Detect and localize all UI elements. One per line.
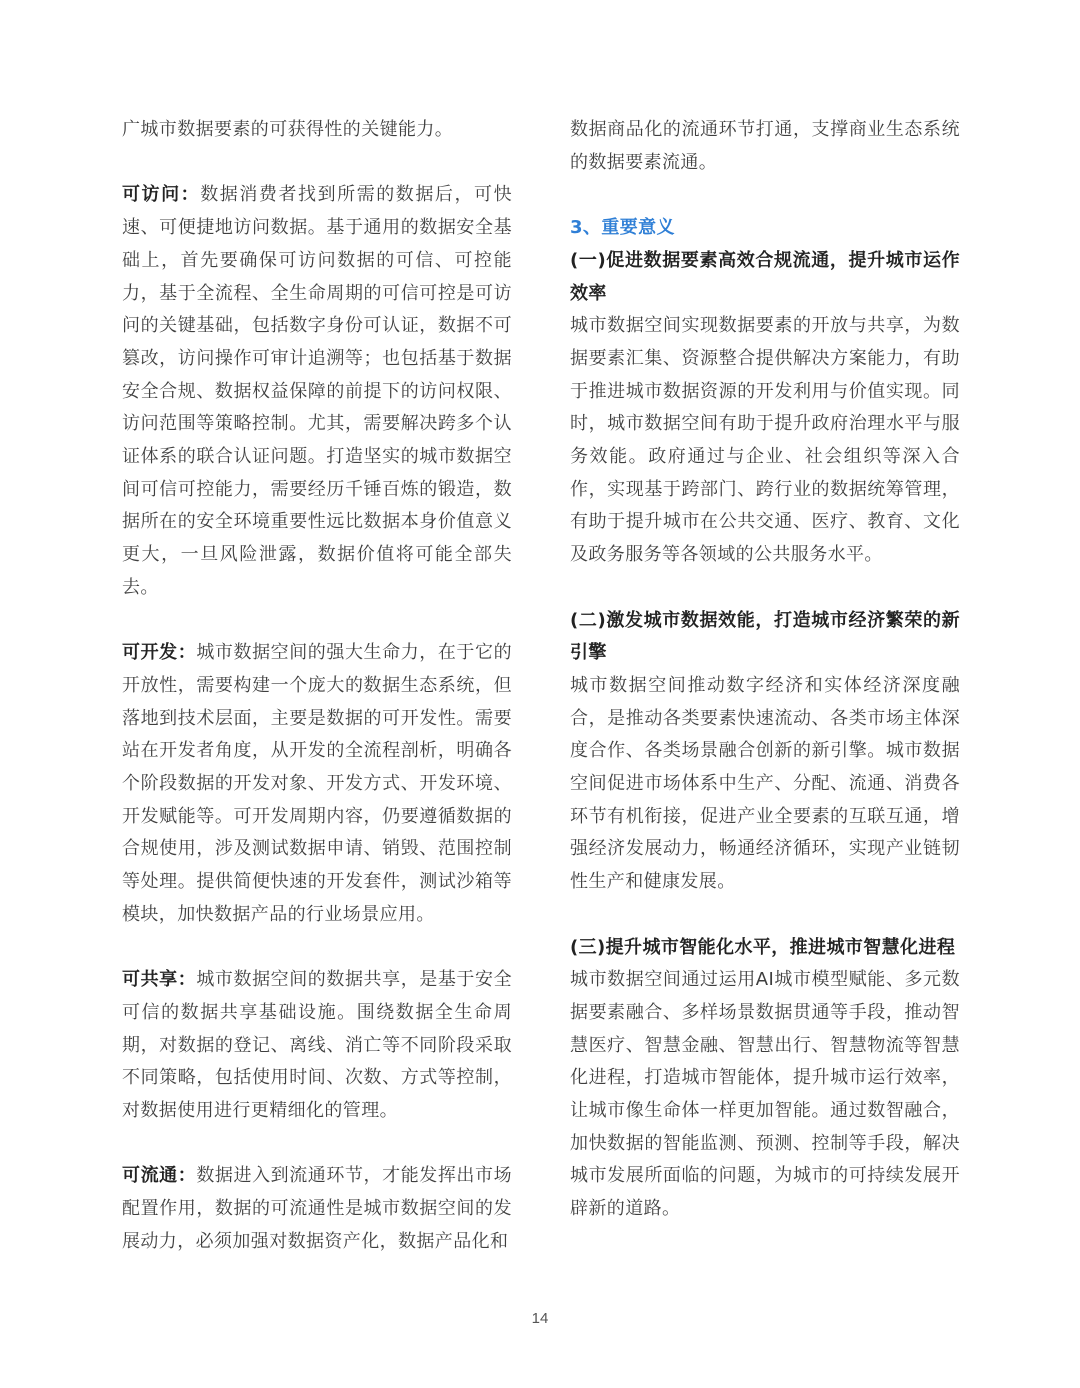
developable-term: 可开发：	[122, 642, 197, 664]
item2-text: 城市数据空间推动数字经济和实体经济深度融合，是推动各类要素快速流动、各类市场主体深度合作、各类场景融合创新的新引擎。城市数据空间促进市场体系中生产、分配、流通、消费各环节有机衔接，促进产业全要素的互联互通，增强经济发展动力，畅通经济循环，实现产业链韧性生产和健康发展。	[570, 674, 960, 893]
shareable-term: 可共享：	[122, 969, 197, 991]
circulable-term: 可流通：	[122, 1165, 197, 1187]
accessible-paragraph	[122, 179, 512, 604]
circulable-paragraph	[122, 1160, 512, 1258]
intro-paragraph: 广城市数据要素的可获得性的关键能力。	[122, 119, 454, 140]
item3-text: 城市数据空间通过运用AI城市模型赋能、多元数据要素融合、多样场景数据贯通等手段，推动智慧医疗、智慧金融、智慧出行、智慧物流等智慧化进程，打造城市智能体，提升城市运行效率，让城市像生命体一样更加智能。通过数智融合，加快数据的智能监测、预测、控制等手段，解决城市发展所面临的问题，为城市的可持续发展开辟新的道路。	[570, 969, 960, 1220]
right-column	[570, 114, 960, 1226]
accessible-text: 数据消费者找到所需的数据后，可快速、可便捷地访问数据。基于通用的数据安全基础上，首先要确保可访问数据的可信、可控能力，基于全流程、全生命周期的可信可控是可访问的关键基础，包括数字身份可认证，数据不可篡改，访问操作可审计追溯等；也包括基于数据安全合规、数据权益保障的前提下的访问权限、访问范围等策略控制。尤其，需要解决跨多个认证体系的联合认证问题。打造坚实的城市数据空间可信可控能力，需要经历千锤百炼的锻造，数据所在的安全环境重要性远比数据本身价值意义更大，一旦风险泄露，数据价值将可能全部失去。	[122, 184, 512, 598]
page-number: 14	[531, 1310, 549, 1327]
accessible-term: 可访问：	[122, 184, 201, 206]
item3-title: (三)提升城市智能化水平，推进城市智慧化进程	[570, 936, 956, 958]
item2-section	[570, 605, 960, 899]
section-title: 3、重要意义	[570, 217, 675, 239]
left-column	[122, 114, 512, 1259]
shareable-text: 城市数据空间的数据共享，是基于安全可信的数据共享基础设施。围绕数据全生命周期，对数据的登记、离线、消亡等不同阶段采取不同策略，包括使用时间、次数、方式等控制，对数据使用进行更精细化的管理。	[122, 969, 512, 1122]
significance-section	[570, 212, 960, 572]
developable-paragraph	[122, 637, 512, 931]
item1-text: 城市数据空间实现数据要素的开放与共享，为数据要素汇集、资源整合提供解决方案能力，有助于推进城市数据资源的开发利用与价值实现。同时，城市数据空间有助于提升政府治理水平与服务效能。政府通过与企业、社会组织等深入合作，实现基于跨部门、跨行业的数据统筹管理，有助于提升城市在公共交通、医疗、教育、文化及政务服务等各领域的公共服务水平。	[570, 315, 960, 566]
item2-title: (二)激发城市数据效能，打造城市经济繁荣的新引擎	[570, 609, 960, 664]
shareable-paragraph	[122, 964, 512, 1128]
continuation-paragraph: 数据商品化的流通环节打通，支撑商业生态系统的数据要素流通。	[570, 119, 960, 173]
item3-section	[570, 932, 960, 1226]
developable-text: 城市数据空间的强大生命力，在于它的开放性，需要构建一个庞大的数据生态系统，但落地到技术层面，主要是数据的可开发性。需要站在开发者角度，从开发的全流程剖析，明确各个阶段数据的开发对象、开发方式、开发环境、开发赋能等。可开发周期内容，仍要遵循数据的合规使用，涉及测试数据申请、销毁、范围控制等处理。提供简便快速的开发套件，测试沙箱等模块，加快数据产品的行业场景应用。	[122, 642, 512, 925]
item1-title: (一)促进数据要素高效合规流通，提升城市运作效率	[570, 249, 960, 304]
circulable-text: 数据进入到流通环节，才能发挥出市场配置作用，数据的可流通性是城市数据空间的发展动力，必须加强对数据资产化，数据产品化和	[122, 1165, 512, 1252]
